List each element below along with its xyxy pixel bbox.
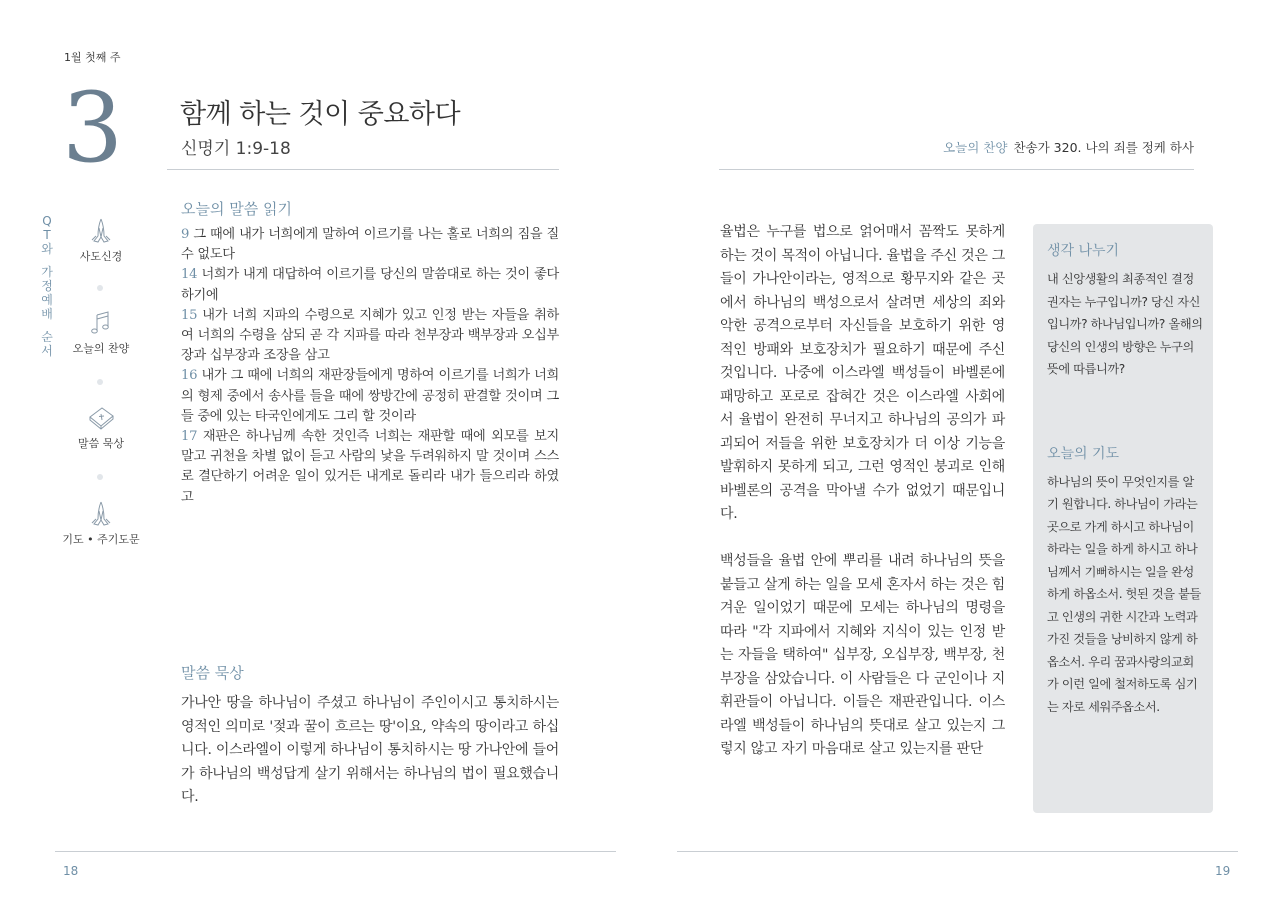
footer-rule-left [55, 851, 616, 852]
vertical-label-char: T [43, 228, 51, 242]
praying-hands-icon [86, 499, 116, 529]
scripture-reading [181, 225, 559, 508]
vertical-label-char [40, 321, 54, 330]
footer-rule-right [677, 851, 1238, 852]
vertical-label-char: 순 [41, 330, 53, 344]
praying-hands-icon [86, 216, 116, 246]
music-note-icon [86, 308, 116, 338]
meditation-heading: 말씀 묵상 [181, 664, 244, 682]
verse-number: 16 [181, 368, 198, 384]
side-box [1033, 224, 1213, 813]
order-label: 사도신경 [79, 250, 123, 263]
sharing-heading: 생각 나누기 [1047, 243, 1120, 259]
title-rule-left [167, 169, 559, 170]
vertical-label-char: 서 [41, 344, 53, 358]
vertical-label-char [40, 256, 54, 265]
vertical-label-char: 와 [41, 242, 53, 256]
order-label: 말씀 묵상 [77, 437, 124, 450]
page-number-right: 19 [1215, 864, 1231, 878]
order-label: 기도 • 주기도문 [62, 533, 140, 546]
order-item-prayer [56, 499, 146, 547]
vertical-label-char: 배 [41, 307, 53, 321]
vertical-label-char: 정 [41, 279, 53, 293]
hymn-label: 오늘의 찬양 [943, 140, 1008, 155]
order-item-hymn [56, 308, 146, 356]
verse-number: 9 [181, 227, 190, 242]
verse-text: 너희가 내게 대답하여 이르기를 당신의 말씀대로 하는 것이 좋다 하기에 [181, 267, 559, 303]
verse-text: 그 때에 내가 너희에게 말하여 이르기를 나는 홀로 너희의 짐을 질 수 없도다 [181, 227, 559, 263]
hymn-title: 찬송가 320. 나의 죄를 정케 하사 [1013, 140, 1194, 155]
verse-text: 내가 그 때에 너희의 재판장들에게 명하여 이르기를 너희가 너희의 형제 중에서 송사를 들을 때에 쌍방간에 공정히 판결할 것이며 그들 중에 있는 타국인에게도 그리 할 것이라 [181, 368, 559, 424]
week-label: 1월 첫째 주 [64, 51, 121, 64]
reading-heading: 오늘의 말씀 읽기 [181, 200, 292, 218]
order-item-meditation [56, 403, 146, 451]
order-item-creed [56, 216, 146, 264]
todays-hymn [943, 138, 1194, 156]
commentary-paragraph: 백성들을 율법 안에 뿌리를 내려 하나님의 뜻을 붙들고 살게 하는 일을 모세 혼자서 하는 것은 힘겨운 일이었기 때문에 모세는 하나님의 명령을 따라 "각 지파에서 지혜와 지식이 있는 인정 받는 자들을 택하여" 십부장, 오십부장, 백부장, 천부장을 삼았습니다. 이 사람들은 다 군인이나 지휘관들이 아닙니다. 이들은 재판관입니다. 이스라엘 백성들이 하나님의 뜻대로 살고 있는지 그렇지 않고 자기 마음대로 살고 있는지를 판단 [720, 553, 1005, 757]
order-label: 오늘의 찬양 [72, 342, 130, 355]
separator-dot [97, 379, 103, 385]
title-rule-right [719, 169, 1194, 170]
verse-number: 15 [181, 307, 198, 323]
verse-text: 재판은 하나님께 속한 것인즉 너희는 재판할 때에 외모를 보지 말고 귀천을 차별 없이 듣고 사람의 낯을 두려워하지 말 것이며 스스로 결단하기 어려운 일이 있거든 내게로 돌리라 내가 들으리라 하였고 [181, 429, 559, 505]
verse-number: 17 [181, 429, 198, 445]
separator-dot [97, 285, 103, 291]
verse-number: 14 [181, 267, 198, 283]
vertical-label-char: 가 [41, 265, 53, 279]
separator-dot [97, 474, 103, 480]
page-number-left: 18 [63, 864, 79, 878]
day-number: 3 [62, 72, 124, 184]
commentary-body [720, 221, 1005, 762]
meditation-text: 가나안 땅을 하나님이 주셨고 하나님이 주인이시고 통치하시는 영적인 의미로 '젖과 꿀이 흐르는 땅'이요, 약속의 땅이라고 하십니다. 이스라엘이 이렇게 하나님이 통치하시는 땅 가나안에 들어가 하나님의 백성답게 살기 위해서는 하나님의 법이 필요했습니다. [181, 695, 559, 805]
qt-order-vertical-label [40, 214, 54, 358]
sharing-text: 내 신앙생활의 최종적인 결정권자는 누구입니까? 당신 자신입니까? 하나님입니까? 올해의 당신의 인생의 방향은 누구의 뜻에 따릅니까? [1047, 272, 1203, 376]
bible-icon [86, 403, 116, 433]
prayer-text: 하나님의 뜻이 무엇인지를 알기 원합니다. 하나님이 가라는 곳으로 가게 하시고 하나님이 하라는 일을 하게 하시고 하나님께서 기뻐하시는 일을 완성하게 하옵소서. 헛된 것을 붙들고 인생의 귀한 시간과 노력과 가진 것들을 낭비하지 않게 하옵소서. 우리 꿈과사랑의교회가 이런 일에 철저하도록 심기는 자로 세워주옵소서. [1047, 474, 1201, 714]
scripture-reference: 신명기 1:9-18 [181, 139, 291, 159]
prayer-heading: 오늘의 기도 [1047, 445, 1120, 462]
commentary-paragraph: 율법은 누구를 법으로 얽어매서 꼼짝도 못하게 하는 것이 목적이 아닙니다. 율법을 주신 것은 그들이 가나안이라는, 영적으로 황무지와 같은 곳에서 하나님의 백성으로서 살려면 세상의 죄와 악한 공격으로부터 자신들을 보호하기 위한 영적인 방패와 보호장치가 필요하기 때문에 주신 것입니다. 나중에 이스라엘 백성들이 바벨론에 패망하고 포로로 잡혀간 것은 이스라엘 사회에서 율법이 완전히 무너지고 하나님의 공의가 파괴되어 저들을 위한 보호장치가 더 이상 기능을 발휘하지 못하게 되고, 그런 영적인 붕괴로 인해 바벨론의 공격을 막아낼 수가 없었기 때문입니다. [720, 224, 1005, 522]
page-title: 함께 하는 것이 중요하다 [180, 99, 461, 130]
vertical-label-char: Q [42, 214, 52, 228]
verse-text: 내가 너희 지파의 수령으로 지혜가 있고 인정 받는 자들을 취하여 너희의 수령을 삼되 곧 각 지파를 따라 천부장과 백부장과 오십부장과 십부장과 조장을 삼고 [181, 307, 559, 364]
vertical-label-char: 예 [41, 293, 53, 307]
